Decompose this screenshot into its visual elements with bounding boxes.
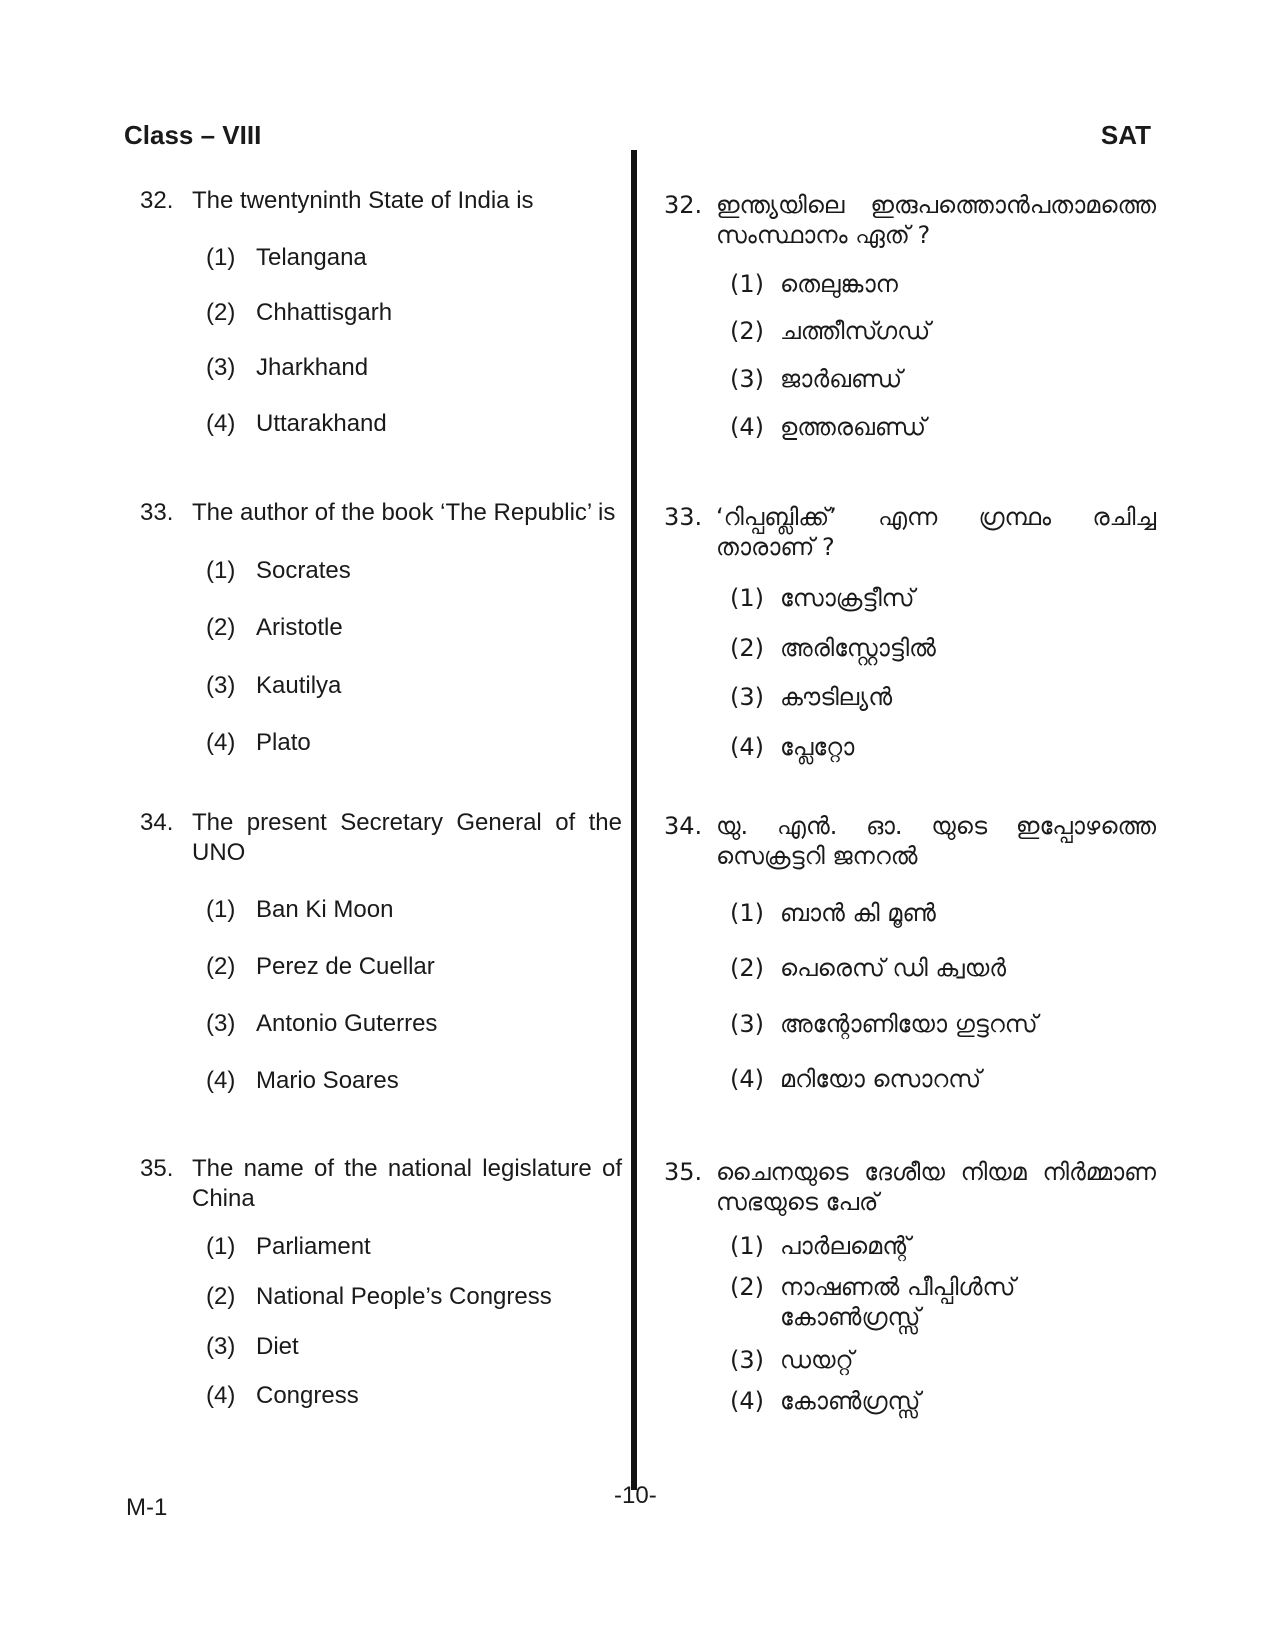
option-text: Congress [256,1382,359,1409]
class-label: Class – VIII [124,120,262,150]
option-text: Mario Soares [256,1067,399,1094]
option-text: സോക്രട്ടീസ് [780,584,915,612]
option-number: (1) [730,584,764,612]
option-number: (2) [730,317,764,345]
option-number: (2) [730,1273,764,1301]
option-number: (1) [206,1233,236,1260]
option-number: (1) [206,244,236,271]
option-number: (3) [730,683,764,711]
option-text: Antonio Guterres [256,1010,438,1037]
option-number: (3) [206,1010,236,1037]
question-number: 32. [664,191,703,219]
option-text: പാർലമെന്റ് [780,1232,911,1260]
option-text: നാഷണൽ പീപ്പിൾസ് കോൺഗ്രസ്സ് [780,1273,1016,1331]
option-text: ഉത്തരഖണ്ഡ് [780,413,927,441]
question-text: ‘റിപ്പബ്ലിക്ക്’ എന്ന ഗ്രന്ഥം രചിച്ച താരാണ് ? [716,503,1156,561]
option-number: (4) [206,1067,236,1094]
question-number: 35. [664,1158,703,1186]
question-text: ചൈനയുടെ ദേശീയ നിയമ നിർമ്മാണ സഭയുടെ പേര് [716,1158,1156,1216]
option-number: (3) [206,672,236,699]
page-number: -10- [614,1482,657,1509]
option-text: തെലുങ്കാന [780,270,898,298]
option-text: Uttarakhand [256,410,387,437]
option-text: National People’s Congress [256,1283,552,1310]
option-number: (4) [730,1387,764,1415]
option-number: (2) [730,954,764,982]
option-number: (2) [730,634,764,662]
option-number: (2) [206,1283,236,1310]
option-text: Socrates [256,557,351,584]
option-number: (1) [730,899,764,927]
option-text: കൗടില്യൻ [780,683,893,711]
option-text: Parliament [256,1233,371,1260]
option-text: Chhattisgarh [256,299,393,326]
option-number: (3) [730,1010,764,1038]
option-text: Plato [256,729,311,756]
option-number: (4) [206,1382,236,1409]
option-number: (3) [730,365,764,393]
option-number: (1) [730,1232,764,1260]
option-number: (4) [730,733,764,761]
option-text: കോൺഗ്രസ്സ് [780,1387,921,1415]
option-number: (2) [206,953,236,980]
option-text: Aristotle [256,614,343,641]
option-text: Kautilya [256,672,342,699]
question-text: ഇന്ത്യയിലെ ഇരുപത്തൊൻപതാമത്തെ സംസ്ഥാനം ഏത് ? [716,191,1156,249]
option-number: (4) [206,729,236,756]
column-divider [631,150,637,1490]
option-text: ബാൻ കി മൂൺ [780,899,936,927]
option-number: (2) [206,614,236,641]
option-text: Perez de Cuellar [256,953,435,980]
question-number: 34. [140,809,174,836]
option-number: (3) [730,1346,764,1374]
option-text: മറിയോ സൊറസ് [780,1065,982,1093]
option-text: Ban Ki Moon [256,896,394,923]
footer-code: M-1 [126,1494,168,1521]
option-number: (3) [206,1333,236,1360]
option-number: (1) [206,896,236,923]
question-text: The present Secretary General of the UNO [192,809,622,866]
option-number: (4) [206,410,236,437]
question-number: 32. [140,187,174,214]
option-number: (1) [206,557,236,584]
option-number: (4) [730,413,764,441]
question-text: യു. എൻ. ഓ. യുടെ ഇപ്പോഴത്തെ സെക്രട്ടറി ജനറൽ [716,812,1156,870]
question-number: 35. [140,1155,174,1182]
exam-label: SAT [1100,120,1151,150]
question-text: The name of the national legislature of China [192,1155,622,1212]
option-number: (4) [730,1065,764,1093]
option-text: പെരെസ് ഡി ക്വയർ [780,954,1007,982]
option-number: (3) [206,354,236,381]
option-text: ജാർഖണ്ഡ് [780,365,903,393]
option-number: (1) [730,270,764,298]
option-number: (2) [206,299,236,326]
option-text: ഡയറ്റ് [780,1346,854,1374]
option-text: Jharkhand [256,354,369,381]
option-text: അരിസ്റ്റോട്ടിൽ [780,634,936,662]
question-text: The twentyninth State of India is [192,187,534,214]
option-text: പ്ലേറ്റോ [780,733,855,761]
option-text: ചത്തീസ്ഗഡ് [780,317,931,345]
option-text: Telangana [256,244,367,271]
question-number: 33. [140,499,174,526]
question-text: The author of the book ‘The Republic’ is [192,499,616,526]
option-text: അന്റോണിയോ ഗുട്ടറസ് [780,1010,1038,1038]
option-text: Diet [256,1333,299,1360]
question-number: 34. [664,812,703,840]
question-number: 33. [664,503,703,531]
